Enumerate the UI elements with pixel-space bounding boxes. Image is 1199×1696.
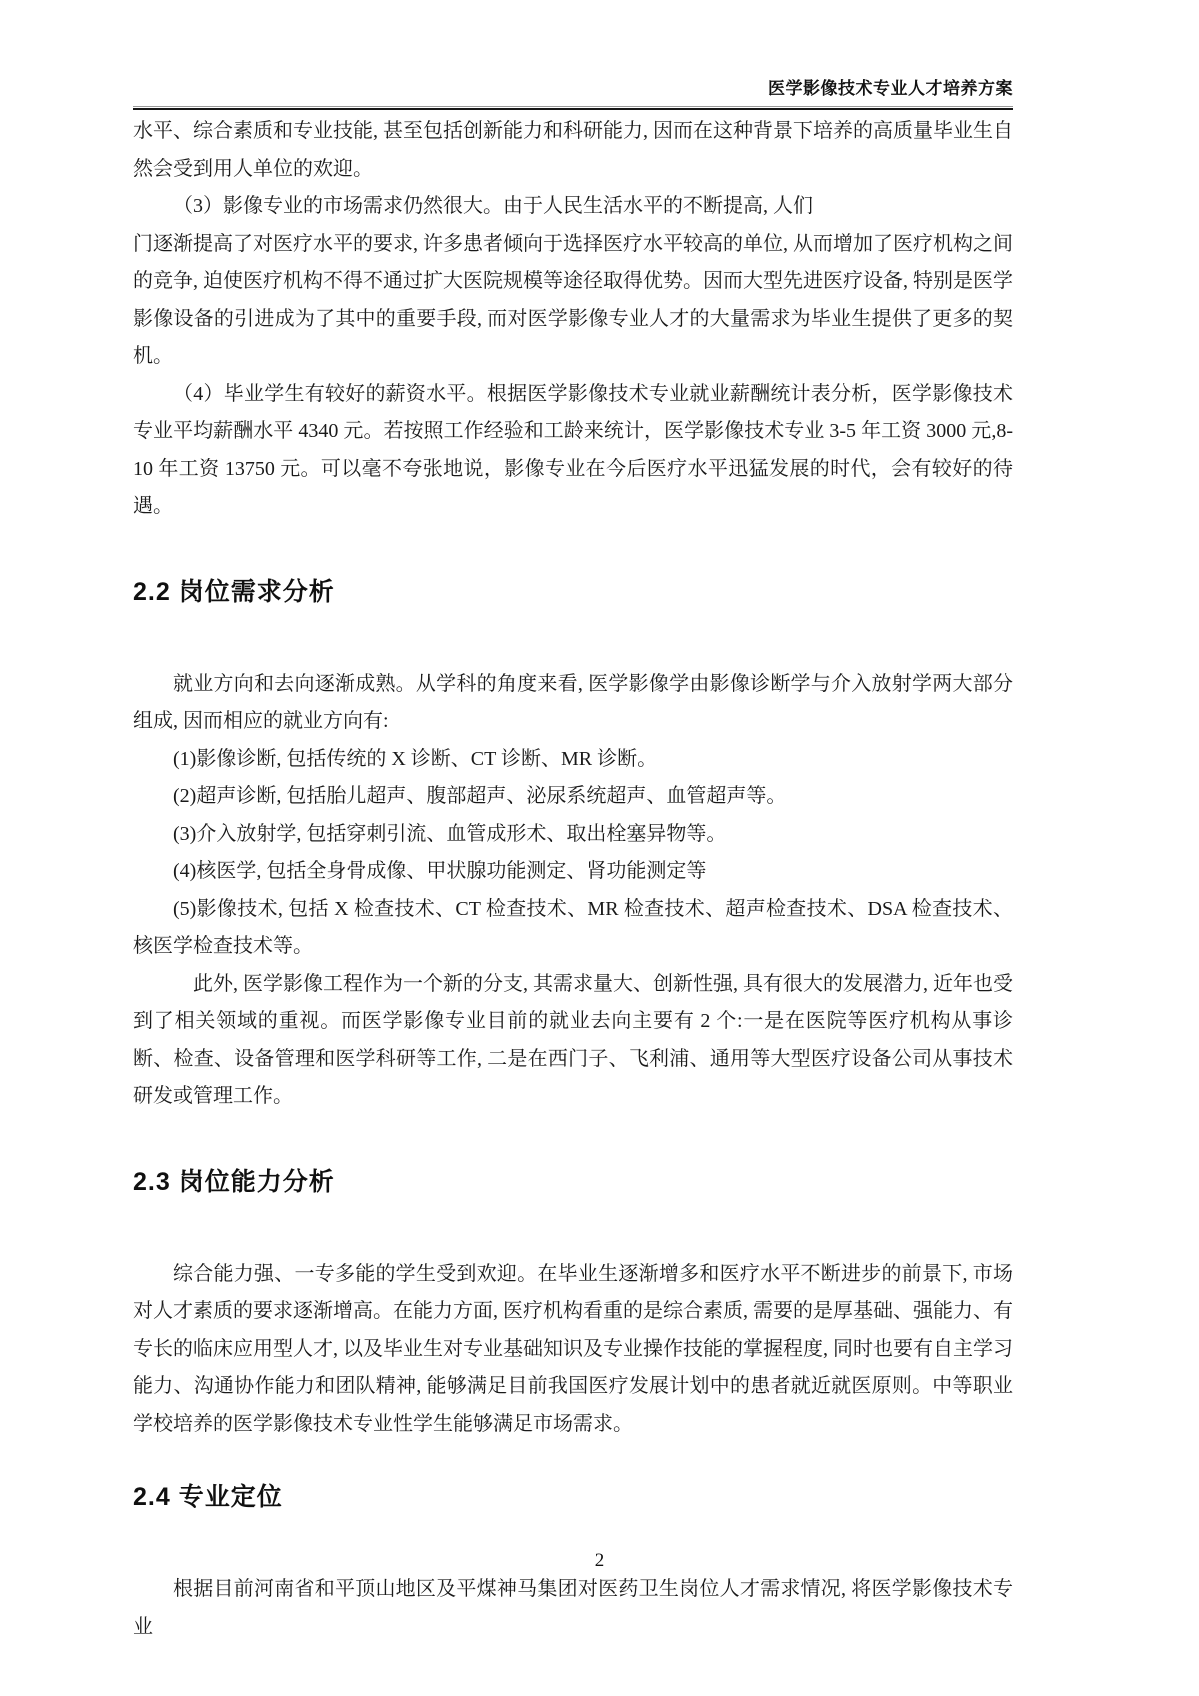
page-number: 2 — [594, 1550, 605, 1571]
heading-section-2-2: 2.2 岗位需求分析 — [133, 577, 335, 606]
list-item-nuclear-medicine: (4)核医学, 包括全身骨成像、甲状腺功能测定、肾功能测定等 — [173, 860, 707, 882]
list-item-ultrasound-diagnosis: (2)超声诊断, 包括胎儿超声、腹部超声、泌尿系统超声、血管超声等。 — [173, 785, 787, 807]
paragraph-continuation: 水平、综合素质和专业技能, 甚至包括创新能力和科研能力, 因而在这种背景下培养的高质量毕业生自然会受到用人单位的欢迎。 — [133, 120, 1013, 180]
paragraph-salary: （4）毕业学生有较好的薪资水平。根据医学影像技术专业就业薪酬统计表分析，医学影像技术专业平均薪酬水平 4340 元。若按照工作经验和工龄来统计，医学影像技术专业 3-5 年工资 3000 元,8-10 年工资 13750 元。可以毫不夸张地说，影像专业在今后医疗水平迅猛发展的时代，会有较好的待遇。 — [133, 382, 1013, 517]
heading-section-2-3: 2.3 岗位能力分析 — [133, 1167, 335, 1196]
paragraph-market-line1: （3）影像专业的市场需求仍然很大。由于人民生活水平的不断提高, 人们 — [173, 195, 813, 217]
page-footer — [0, 1550, 1199, 1572]
paragraph-2-2-intro: 就业方向和去向逐渐成熟。从学科的角度来看, 医学影像学由影像诊断学与介入放射学两大部分组成, 因而相应的就业方向有: — [133, 672, 1013, 732]
paragraph-2-3-body: 综合能力强、一专多能的学生受到欢迎。在毕业生逐渐增多和医疗水平不断进步的前景下, 市场对人才素质的要求逐渐增高。在能力方面, 医疗机构看重的是综合素质, 需要的是厚基础、强能力、有专长的临床应用型人才, 以及毕业生对专业基础知识及专业操作技能的掌握程度, 同时也要有自主学习能力、沟通协作能力和团队精神, 能够满足目前我国医疗发展计划中的患者就近就医原则。中等职业学校培养的医学影像技术专业性学生能够满足市场需求。 — [133, 1262, 1013, 1435]
heading-section-2-4: 2.4 专业定位 — [133, 1483, 283, 1511]
list-item-imaging-technology: (5)影像技术, 包括 X 检查技术、CT 检查技术、MR 检查技术、超声检查技术、DSA 检查技术、核医学检查技术等。 — [133, 897, 1013, 957]
document-body — [133, 113, 1013, 1646]
header-title: 医学影像技术专业人才培养方案 — [768, 79, 1013, 98]
list-item-imaging-diagnosis: (1)影像诊断, 包括传统的 X 诊断、CT 诊断、MR 诊断。 — [173, 747, 658, 770]
page-header — [133, 74, 1013, 110]
header-rule — [133, 106, 1013, 110]
paragraph-2-2-extra: 此外, 医学影像工程作为一个新的分支, 其需求量大、创新性强, 具有很大的发展潜力, 近年也受到了相关领域的重视。而医学影像专业目前的就业去向主要有 2 个:一是在医院等医疗机构从事诊断、检查、设备管理和医学科研等工作, 二是在西门子、飞利浦、通用等大型医疗设备公司从事技术研发或管理工作。 — [133, 972, 1013, 1107]
list-item-interventional-radiology: (3)介入放射学, 包括穿刺引流、血管成形术、取出栓塞异物等。 — [173, 822, 727, 845]
paragraph-market-demand — [133, 188, 1013, 376]
paragraph-market-rest: 门逐渐提高了对医疗水平的要求, 许多患者倾向于选择医疗水平较高的单位, 从而增加了医疗机构之间的竞争, 迫使医疗机构不得不通过扩大医院规模等途径取得优势。因而大型先进医疗设备, 特别是医学影像设备的引进成为了其中的重要手段, 而对医学影像专业人才的大量需求为毕业生提供了更多的契机。 — [133, 232, 1013, 367]
paragraph-2-4-body: 根据目前河南省和平顶山地区及平煤神马集团对医药卫生岗位人才需求情况, 将医学影像技术专业 — [133, 1578, 1013, 1638]
